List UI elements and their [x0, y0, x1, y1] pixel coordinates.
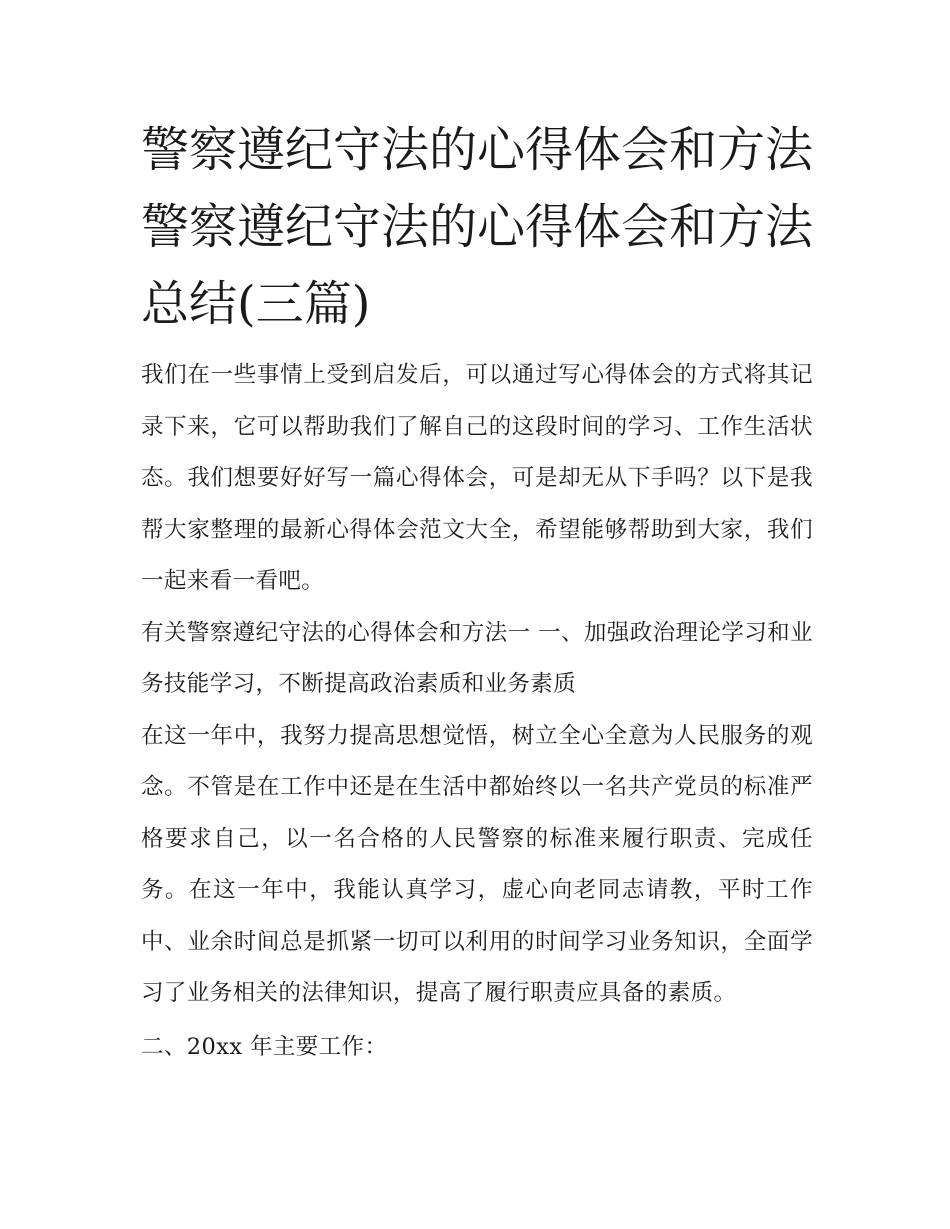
section-one-heading: 有关警察遵纪守法的心得体会和方法一 一、加强政治理论学习和业务技能学习，不断提高政治素质和业务素质: [141, 619, 813, 697]
section-two-heading: 二、20xx 年主要工作：: [141, 1033, 388, 1060]
section-one-body: 在这一年中，我努力提高思想觉悟，树立全心全意为人民服务的观念。不管是在工作中还是在生活中都始终以一名共产党员的标准严格要求自己，以一名合格的人民警察的标准来履行职责、完成任务。在这一年中，我能认真学习，虚心向老同志请教，平时工作中、业余时间总是抓紧一切可以利用的时间学习业务知识，全面学习了业务相关的法律知识，提高了履行职责应具备的素质。: [141, 722, 813, 1006]
document-title: 警察遵纪守法的心得体会和方法 警察遵纪守法的心得体会和方法总结(三篇): [141, 122, 814, 332]
document-body: [141, 112, 813, 1073]
intro-paragraph: 我们在一些事情上受到启发后，可以通过写心得体会的方式将其记录下来，它可以帮助我们了解自己的这段时间的学习、工作生活状态。我们想要好好写一篇心得体会，可是却无从下手吗？以下是我帮大家整理的最新心得体会范文大全，希望能够帮助到大家，我们一起来看一看吧。: [141, 362, 813, 594]
